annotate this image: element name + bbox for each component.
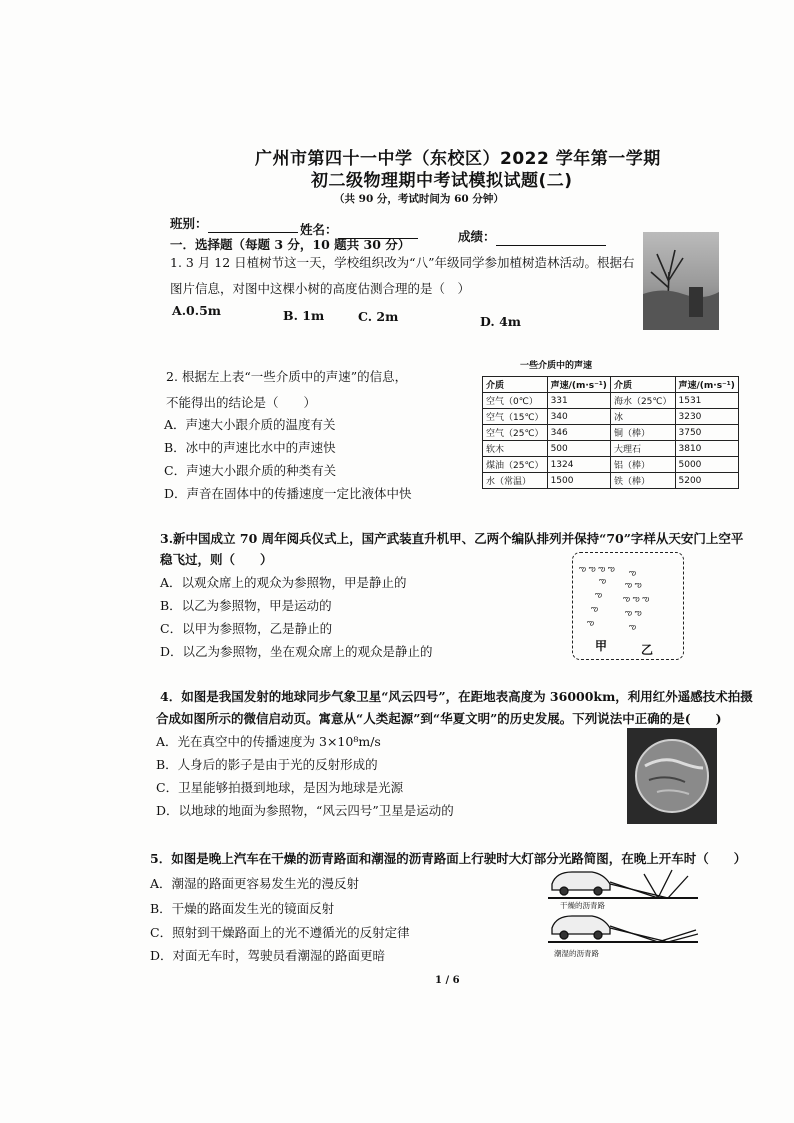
table-cell: 铝（棒） <box>610 457 675 473</box>
table-cell: 5200 <box>675 473 738 489</box>
table-cell: 空气（15℃） <box>483 409 548 425</box>
formation-label-yi: 乙 <box>641 643 654 657</box>
q4-option-d[interactable]: D．以地球的地面为参照物，“风云四号”卫星是运动的 <box>156 803 454 818</box>
table-cell: 3810 <box>675 441 738 457</box>
exam-title-line1: 广州市第四十一中学（东校区）2022 学年第一学期 <box>255 149 661 169</box>
tree-photo <box>643 232 719 330</box>
table-cell: 冰 <box>610 409 675 425</box>
table-row <box>483 441 739 457</box>
q2-option-d[interactable]: D．声音在固体中的传播速度一定比液体中快 <box>164 486 412 501</box>
table-cell: 水（常温） <box>483 473 548 489</box>
svg-text:ఌ: ఌ <box>599 576 607 585</box>
q5-option-a[interactable]: A．潮湿的路面更容易发生光的漫反射 <box>150 876 360 891</box>
table-cell: 软木 <box>483 441 548 457</box>
svg-text:ఌ: ఌ <box>629 622 637 631</box>
name-label: 姓名： <box>300 222 338 237</box>
table-row <box>483 457 739 473</box>
table-cell: 340 <box>547 409 610 425</box>
class-blank[interactable] <box>208 222 298 233</box>
score-label: 成绩： <box>458 229 496 244</box>
q4-option-a[interactable]: A．光在真空中的传播速度为 3×10⁸m/s <box>156 734 381 749</box>
svg-text:ఌ: ఌ <box>629 568 637 577</box>
q4-option-b[interactable]: B．人身后的影子是由于光的反射形成的 <box>156 757 378 772</box>
table-cell: 5000 <box>675 457 738 473</box>
table-cell: 空气（0℃） <box>483 393 548 409</box>
section-heading: 一．选择题（每题 3 分，10 题共 30 分） <box>170 237 411 252</box>
wet-road-label: 潮湿的沥青路 <box>554 949 599 958</box>
table-cell: 331 <box>547 393 610 409</box>
q5-option-b[interactable]: B．干燥的路面发生光的镜面反射 <box>150 901 335 916</box>
exam-subtitle: （共 90 分，考试时间为 60 分钟） <box>334 193 504 205</box>
helicopter-formation-figure <box>572 552 684 660</box>
table-cell: 3230 <box>675 409 738 425</box>
q3-option-d[interactable]: D．以乙为参照物，坐在观众席上的观众是静止的 <box>160 644 433 659</box>
q1-stem-line2: 图片信息，对图中这棵小树的高度估测合理的是（ ） <box>170 281 471 296</box>
q3-stem-line2: 稳飞过，则（ ） <box>160 552 273 567</box>
table-cell: 3750 <box>675 425 738 441</box>
table-cell: 海水（25℃） <box>610 393 675 409</box>
svg-text:ఌ ఌ: ఌ ఌ <box>625 608 642 617</box>
q2-stem-line1: 2. 根据左上表“一些介质中的声速”的信息， <box>166 369 408 384</box>
score-blank[interactable] <box>496 235 606 246</box>
class-label: 班别： <box>170 216 208 231</box>
table-cell: 大理石 <box>610 441 675 457</box>
table-cell: 500 <box>547 441 610 457</box>
q1-option-d[interactable]: D. 4m <box>480 314 522 329</box>
q5-option-c[interactable]: C．照射到干燥路面上的光不遵循光的反射定律 <box>150 925 410 940</box>
table-row <box>483 473 739 489</box>
table-header-cell: 介质 <box>483 377 548 393</box>
q5-option-d[interactable]: D．对面无车时，驾驶员看潮湿的路面更暗 <box>150 948 386 963</box>
q5-stem-line1: 5．如图是晚上汽车在干燥的沥青路面和潮湿的沥青路面上行驶时大灯部分光路简图，在晚上开车时（ ） <box>150 851 747 866</box>
q3-stem-line1: 3.新中国成立 70 周年阅兵仪式上，国产武装直升机甲、乙两个编队排列并保持“70”字样从天安门上空平 <box>160 531 744 546</box>
q2-option-b[interactable]: B．冰中的声速比水中的声速快 <box>164 440 336 455</box>
sound-speed-table-title: 一些介质中的声速 <box>520 361 593 371</box>
q1-option-b[interactable]: B. 1m <box>283 308 325 323</box>
table-cell: 空气（25℃） <box>483 425 548 441</box>
table-row <box>483 409 739 425</box>
page-number: 1 / 6 <box>435 975 460 986</box>
table-header-cell: 介质 <box>610 377 675 393</box>
q4-stem-line2: 合成如图所示的微信启动页。寓意从“人类起源”到“华夏文明”的历史发展。下列说法中正确的是( ) <box>156 711 722 726</box>
q2-stem-line2: 不能得出的结论是（ ） <box>166 395 317 410</box>
table-cell: 铁（棒） <box>610 473 675 489</box>
q3-option-c[interactable]: C．以甲为参照物，乙是静止的 <box>160 621 333 636</box>
svg-text:ఌ ఌ ఌ ఌ: ఌ ఌ ఌ ఌ <box>579 564 615 573</box>
wechat-earth-image <box>627 728 717 824</box>
q3-option-b[interactable]: B．以乙为参照物，甲是运动的 <box>160 598 332 613</box>
table-cell: 346 <box>547 425 610 441</box>
headlight-road-figure <box>548 864 698 964</box>
formation-label-jia: 甲 <box>595 639 608 653</box>
table-cell: 煤油（25℃） <box>483 457 548 473</box>
score-field[interactable] <box>458 228 606 246</box>
exam-title-line2: 初二级物理期中考试模拟试题(二) <box>311 171 573 191</box>
table-row <box>483 425 739 441</box>
table-cell: 1500 <box>547 473 610 489</box>
q4-option-c[interactable]: C．卫星能够拍摄到地球，是因为地球是光源 <box>156 780 404 795</box>
table-cell: 1531 <box>675 393 738 409</box>
dry-road-label: 干燥的沥青路 <box>560 901 605 910</box>
class-field[interactable] <box>170 215 298 233</box>
q1-option-a[interactable]: A.0.5m <box>172 303 222 318</box>
q1-option-c[interactable]: C. 2m <box>358 309 399 324</box>
svg-text:ఌ ఌ ఌ: ఌ ఌ ఌ <box>623 594 650 603</box>
table-header-cell: 声速/(m·s⁻¹) <box>675 377 738 393</box>
svg-text:ఌ: ఌ <box>587 618 595 627</box>
sound-speed-table <box>482 376 739 489</box>
table-cell: 1324 <box>547 457 610 473</box>
q2-option-c[interactable]: C．声速大小跟介质的种类有关 <box>164 463 337 478</box>
table-row <box>483 393 739 409</box>
q1-stem-line1: 1. 3 月 12 日植树节这一天，学校组织改为“八”年级同学参加植树造林活动。根据右 <box>170 255 635 270</box>
q3-option-a[interactable]: A．以观众席上的观众为参照物，甲是静止的 <box>160 575 407 590</box>
svg-text:ఌ: ఌ <box>591 604 599 613</box>
q4-stem-line1: 4．如图是我国发射的地球同步气象卫星“风云四号”，在距地表高度为 36000km，利用红外遥感技术拍摄 <box>160 689 753 704</box>
svg-text:ఌ: ఌ <box>595 590 603 599</box>
svg-text:ఌ ఌ: ఌ ఌ <box>625 580 642 589</box>
q2-option-a[interactable]: A．声速大小跟介质的温度有关 <box>164 417 336 432</box>
table-header-cell: 声速/(m·s⁻¹) <box>547 377 610 393</box>
table-cell: 铜（棒） <box>610 425 675 441</box>
